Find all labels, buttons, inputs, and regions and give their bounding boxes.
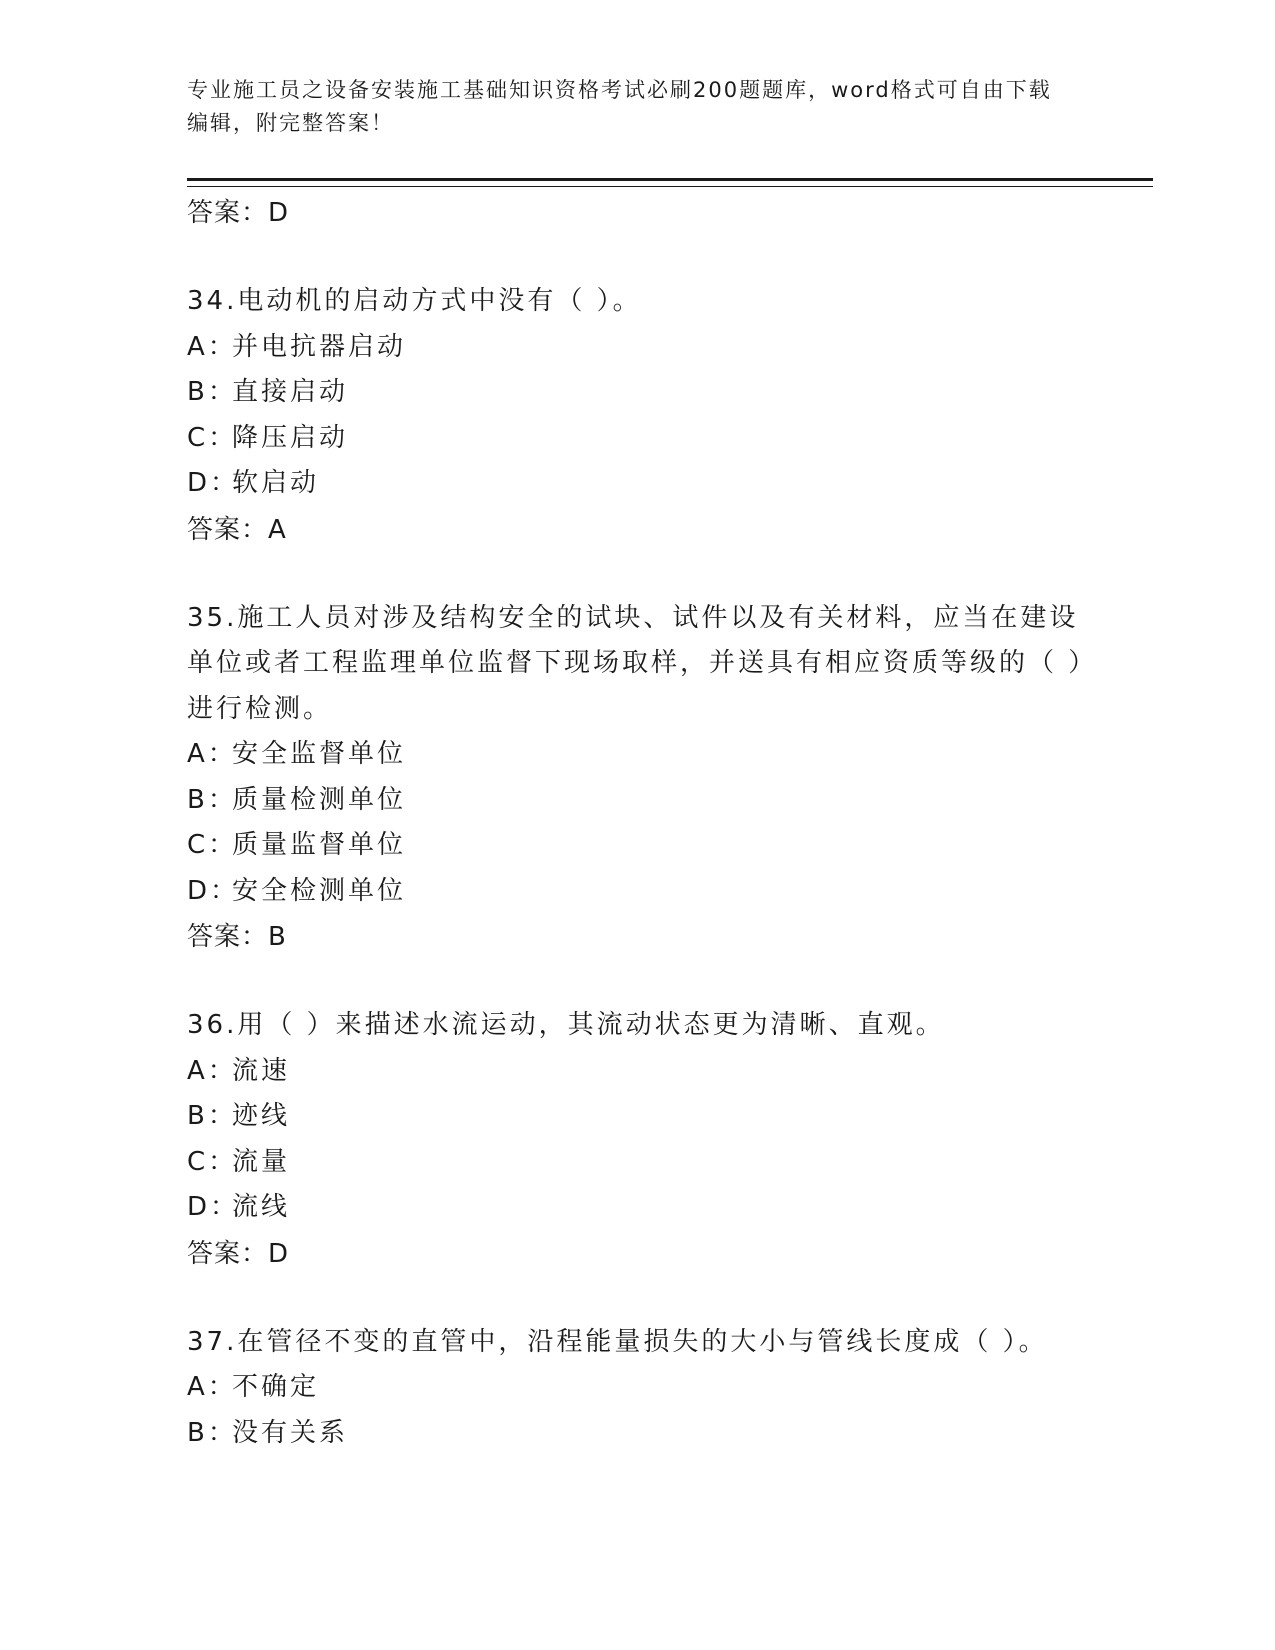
- question-37: [187, 1320, 1087, 1457]
- option-d: [187, 461, 1087, 507]
- option-c: [187, 416, 1087, 462]
- option-b: [187, 1094, 1087, 1140]
- document-body: [187, 190, 1087, 1456]
- option-text: 直接启动: [232, 377, 349, 407]
- option-a: [187, 325, 1087, 371]
- option-letter: D：: [187, 875, 240, 906]
- question-36: [187, 1003, 1087, 1277]
- option-c: [187, 1140, 1087, 1186]
- answer-line: 答案：D: [187, 1238, 290, 1269]
- option-letter: C：: [187, 1146, 238, 1177]
- option-letter: A：: [187, 331, 237, 362]
- page-header: 专业施工员之设备安装施工基础知识资格考试必刷200题题库，word格式可自由下载编辑，附完整答案！: [187, 78, 1052, 135]
- question-stem: 34.电动机的启动方式中没有（ ）。: [187, 286, 642, 316]
- option-letter: C：: [187, 422, 238, 453]
- option-letter: A：: [187, 1055, 237, 1086]
- header-divider: [187, 178, 1153, 187]
- option-text: 安全检测单位: [232, 875, 407, 906]
- option-letter: B：: [187, 1417, 237, 1448]
- option-b: [187, 370, 1087, 416]
- option-text: 流速: [232, 1055, 291, 1086]
- option-d: [187, 869, 1087, 915]
- question-stem: 37.在管径不变的直管中，沿程能量损失的大小与管线长度成（ ）。: [187, 1326, 1048, 1357]
- option-text: 质量检测单位: [232, 784, 407, 815]
- option-letter: C：: [187, 830, 238, 860]
- question-34: [187, 279, 1087, 553]
- option-b: [187, 1411, 1087, 1457]
- option-text: 并电抗器启动: [232, 331, 407, 362]
- option-letter: B：: [187, 1101, 237, 1131]
- option-text: 降压启动: [232, 422, 349, 453]
- option-letter: A：: [187, 739, 237, 769]
- question-35: [187, 596, 1087, 961]
- option-text: 不确定: [232, 1372, 320, 1402]
- option-letter: B：: [187, 784, 237, 815]
- option-text: 安全监督单位: [232, 739, 407, 769]
- option-text: 流量: [232, 1146, 291, 1177]
- option-text: 流线: [232, 1192, 291, 1222]
- option-letter: B：: [187, 377, 237, 407]
- option-d: [187, 1185, 1087, 1231]
- option-letter: D：: [187, 468, 240, 498]
- option-letter: A：: [187, 1372, 237, 1402]
- option-c: [187, 823, 1087, 869]
- answer-line: 答案：D: [187, 198, 290, 228]
- option-a: [187, 1049, 1087, 1095]
- option-a: [187, 732, 1087, 778]
- option-b: [187, 778, 1087, 824]
- option-text: 没有关系: [232, 1417, 349, 1448]
- question-stem: 35.施工人员对涉及结构安全的试块、试件以及有关材料，应当在建设单位或者工程监理单位监督下现场取样，并送具有相应资质等级的（ ）进行检测。: [187, 602, 1085, 724]
- option-text: 迹线: [232, 1101, 291, 1131]
- option-a: [187, 1365, 1087, 1411]
- answer-line: 答案：B: [187, 922, 287, 952]
- option-text: 质量监督单位: [232, 830, 407, 860]
- question-stem: 36.用（ ）来描述水流运动，其流动状态更为清晰、直观。: [187, 1010, 945, 1040]
- option-letter: D：: [187, 1192, 240, 1222]
- option-text: 软启动: [232, 468, 320, 498]
- answer-line: 答案：A: [187, 514, 287, 545]
